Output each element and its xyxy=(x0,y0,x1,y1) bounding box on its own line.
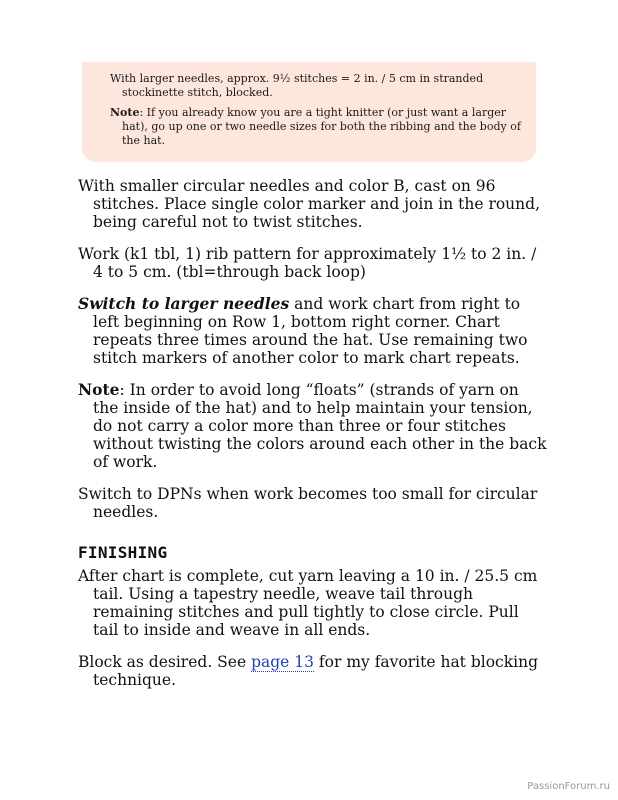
floats-note-label: Note xyxy=(78,380,120,399)
floats-note-text: : In order to avoid long “floats” (strands of yarn on the inside of the hat) and to help maintain your tension, do not carry a color more than three or four stitches without twisting the colors around each other in the back of work. xyxy=(93,381,547,471)
switch-needles-text: and work chart from right to left beginning on Row 1, bottom right corner. Chart repeats three times around the hat. Use remaining two stitch markers of another color to mark chart repeats. xyxy=(93,295,528,367)
gauge-note-label: Note xyxy=(110,106,140,119)
switch-needles-emphasis: Switch to larger needles xyxy=(78,294,290,313)
page-13-link[interactable]: page 13 xyxy=(251,653,314,671)
finishing-heading: FINISHING xyxy=(78,543,168,562)
floats-note-paragraph xyxy=(78,381,548,471)
site-watermark: PassionForum.ru xyxy=(527,781,610,792)
instructions-body xyxy=(78,177,548,703)
gauge-note xyxy=(110,106,522,148)
blocking-text-before: Block as desired. See xyxy=(78,653,252,671)
dpns-paragraph: Switch to DPNs when work becomes too small for circular needles. xyxy=(78,485,538,521)
rib-paragraph: Work (k1 tbl, 1) rib pattern for approximately 1½ to 2 in. / 4 to 5 cm. (tbl=through back loop) xyxy=(78,245,537,281)
cast-on-paragraph: With smaller circular needles and color B, cast on 96 stitches. Place single color marker and join in the round, being careful not to twist stitches. xyxy=(78,177,540,231)
blocking-text-after: for my favorite hat blocking technique. xyxy=(93,653,538,689)
gauge-note-text: : If you already know you are a tight knitter (or just want a larger hat), go up one or two needle sizes for both the ribbing and the body of the hat. xyxy=(122,106,521,147)
gauge-info-box xyxy=(82,62,536,162)
gauge-text: With larger needles, approx. 9½ stitches = 2 in. / 5 cm in stranded stockinette stitch, blocked. xyxy=(110,72,484,99)
blocking-paragraph xyxy=(78,653,548,689)
switch-needles-paragraph xyxy=(78,295,548,367)
finishing-paragraph: After chart is complete, cut yarn leaving a 10 in. / 25.5 cm tail. Using a tapestry needle, weave tail through remaining stitches and pull tightly to close circle. Pull tail to inside and weave in all ends. xyxy=(78,567,538,639)
